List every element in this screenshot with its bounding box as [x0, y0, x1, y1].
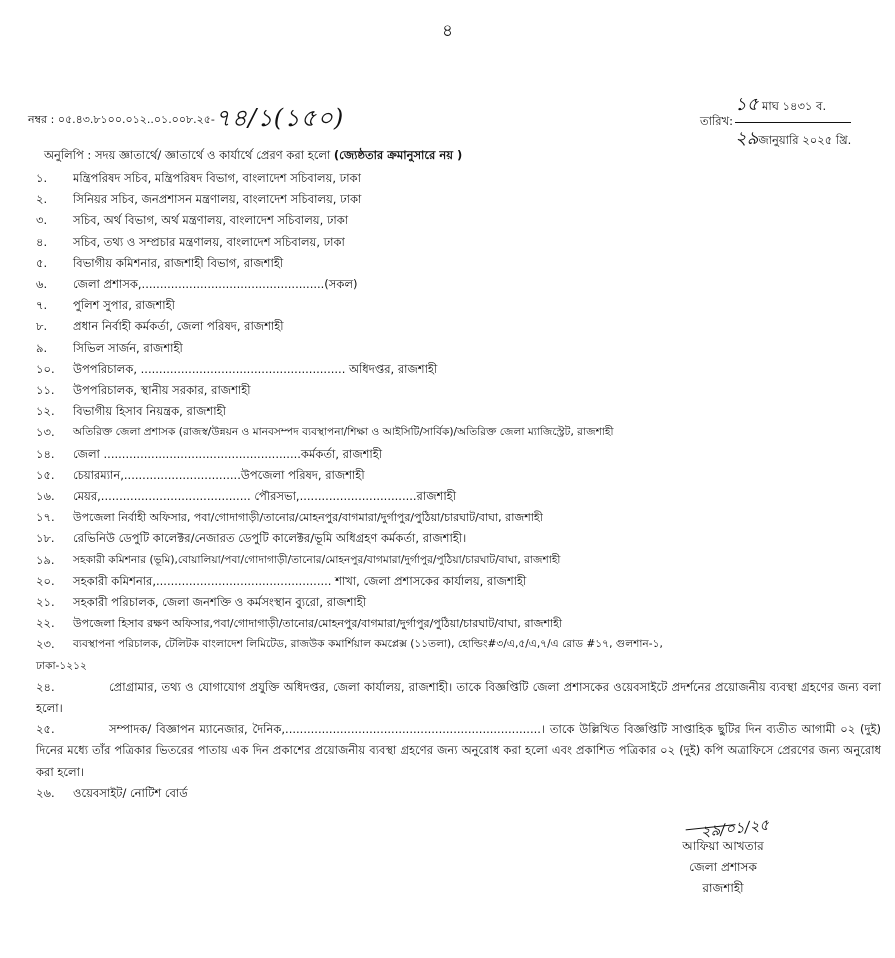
item-text-line: ব্যবস্থাপনা পরিচালক, টেলিটক বাংলাদেশ লিমিটেড, রাজউক কমার্শিয়াল কমপ্লেক্স (১১তলা), হোল্ডিং#৩/এ,৫/এ,৭/এ রোড #১৭, গুলশান-১, [73, 638, 663, 651]
item-text: প্রোগ্রামার, তথ্য ও যোগাযোগ প্রযুক্তি অধিদপ্তর, জেলা কার্যালয়, রাজশাহী। তাকে বিজ্ঞপ্তিটি জেলা প্রশাসকের ওয়েবসাইটে প্রদর্শনের প্রয়োজনীয় ব্যবস্থা গ্রহণের জন্য বলা হলো। [36, 679, 881, 716]
list-item [0, 783, 895, 804]
item-number: ২৫. [36, 722, 55, 737]
item-number: ২৪. [36, 679, 55, 694]
list-item [0, 592, 895, 613]
memo-number [28, 100, 344, 140]
item-text: মেয়র,......................................... পৌরসভা,................................রাজশাহী [73, 489, 456, 504]
item-number: ৬. [36, 277, 48, 292]
list-item [0, 295, 895, 316]
list-item [0, 210, 895, 231]
item-number: ৩. [36, 213, 48, 228]
english-date [735, 123, 851, 155]
recipient-list [0, 168, 895, 804]
item-text: জেলা প্রশাসক,..................................................(সকল) [73, 277, 358, 292]
item-text: সচিব, তথ্য ও সম্প্রচার মন্ত্রণালয়, বাংলাদেশ সচিবালয়, ঢাকা [73, 234, 345, 249]
item-number: ২০. [36, 573, 55, 588]
item-number: ৮. [36, 319, 48, 334]
signature-date: ২৯/০১/২৫ [699, 815, 770, 841]
item-number: ৪. [36, 234, 48, 249]
english-day: ২৯ [735, 128, 759, 149]
item-number: ২৬. [36, 785, 55, 800]
item-number: ১৩. [36, 425, 55, 440]
list-item [0, 232, 895, 253]
item-text: রেভিনিউ ডেপুটি কালেক্টর/নেজারত ডেপুটি কালেক্টর/ভূমি অধিগ্রহণ কর্মকর্তা, রাজশাহী। [73, 531, 467, 546]
list-item [0, 528, 895, 549]
item-text: জেলা ......................................................কর্মকর্তা, রাজশাহী [73, 446, 383, 461]
list-item [0, 338, 895, 359]
date-fraction [735, 90, 851, 155]
memo-printed-number: ০৫.৪৩.৮১০০.০১২..০১.০০৮.২৫- [57, 113, 215, 126]
item-number: ৭. [36, 298, 48, 313]
list-item [0, 465, 895, 486]
signatory-designation: জেলা প্রশাসক [689, 860, 757, 874]
date-block [700, 90, 851, 155]
list-item [0, 613, 895, 634]
list-item [0, 719, 895, 783]
item-text: সহকারী কমিশনার (ভূমি),বোয়ালিয়া/পবা/গোদাগাড়ী/তানোর/মোহনপুর/বাগমারা/দুর্গাপুর/পুঠিয়া/চারঘাট/বাঘা, রাজশাহী [73, 553, 561, 566]
signatory-location: রাজশাহী [702, 881, 744, 895]
item-text: প্রধান নির্বাহী কর্মকর্তা, জেলা পরিষদ, রাজশাহী [73, 319, 284, 334]
item-number: ১৪. [36, 446, 55, 461]
item-number: ১. [36, 171, 48, 185]
item-text: চেয়ারম্যান,................................উপজেলা পরিষদ, রাজশাহী [73, 467, 365, 482]
item-text: অতিরিক্ত জেলা প্রশাসক (রাজস্ব/উন্নয়ন ও মানবসম্পদ ব্যবস্থাপনা/শিক্ষা ও আইসিটি/সার্বিক)/অতিরিক্ত জেলা ম্যাজিস্ট্রেট, রাজশাহী [73, 426, 614, 439]
list-item [0, 571, 895, 592]
item-text: উপজেলা নির্বাহী অফিসার, পবা/গোদাগাড়ী/তানোর/মোহনপুর/বাগমারা/দুর্গাপুর/পুঠিয়া/চারঘাট/বাঘা, রাজশাহী [73, 511, 543, 525]
list-item [0, 253, 895, 274]
bangla-day: ১৫ [735, 94, 759, 115]
item-text: সম্পাদক/ বিজ্ঞাপন ম্যানেজার, দৈনিক,......................................................................। তাকে উল্লিখিত বিজ্ঞপ্তিটি সাপ্তাহিক ছুটির দিন ব্যতীত আগামী ০২ (দুই) দিনের মধ্যে তাঁর পত্রিকার ভিতরের পাতায় এক দিন প্রকাশের প্রয়োজনীয় ব্যবস্থা গ্রহণের জন্য অনুরোধ করা হলো এবং প্রকাশিত পত্রিকার ০২ (দুই) কপি অত্রাফিসে প্রেরণের জন্য অনুরোধ করা হলো। [36, 722, 881, 779]
item-number: ১৮. [36, 531, 55, 546]
signature-block [648, 836, 798, 899]
list-item [0, 677, 895, 719]
list-item [0, 401, 895, 422]
item-text: বিভাগীয় হিসাব নিয়ন্ত্রক, রাজশাহী [73, 404, 226, 419]
list-item [0, 507, 895, 528]
list-item [0, 444, 895, 465]
copy-intro [44, 147, 462, 166]
item-number: ১৬. [36, 489, 55, 504]
bangla-date [735, 90, 851, 123]
item-number: ১৯. [36, 552, 55, 567]
item-text: মন্ত্রিপরিষদ সচিব, মন্ত্রিপরিষদ বিভাগ, বাংলাদেশ সচিবালয়, ঢাকা [73, 171, 361, 185]
item-text: সহকারী কমিশনার,................................................ শাখা, জেলা প্রশাসকের কার্যালয়, রাজশাহী [73, 573, 527, 588]
item-number: ২৩. [36, 637, 55, 652]
item-text: পুলিশ সুপার, রাজশাহী [73, 298, 175, 313]
english-month-year: জানুয়ারি ২০২৫ খ্রি. [758, 133, 852, 147]
memo-label: নম্বর : [28, 113, 55, 126]
item-number: ১৫. [36, 467, 55, 482]
item-text: সিনিয়র সচিব, জনপ্রশাসন মন্ত্রণালয়, বাংলাদেশ সচিবালয়, ঢাকা [73, 192, 362, 207]
item-text: সিভিল সার্জন, রাজশাহী [73, 340, 183, 355]
item-number: ৫. [36, 255, 48, 270]
item-number: ১২. [36, 404, 55, 419]
list-item [0, 168, 895, 189]
page-number: ৪ [441, 21, 454, 41]
bangla-month-year: মাঘ ১৪৩১ ব. [762, 99, 827, 113]
item-text: উপপরিচালক, স্থানীয় সরকার, রাজশাহী [73, 383, 251, 398]
list-item [0, 274, 895, 295]
list-item [0, 189, 895, 210]
item-text: সচিব, অর্থ বিভাগ, অর্থ মন্ত্রণালয়, বাংলাদেশ সচিবালয়, ঢাকা [73, 213, 349, 228]
item-number: ১০. [36, 361, 55, 376]
date-label: তারিখ: [700, 114, 734, 128]
list-item [0, 316, 895, 337]
item-number: ১১. [36, 383, 55, 398]
list-item [0, 380, 895, 401]
item-text: উপপরিচালক, ........................................................ অধিদপ্তর, রাজশাহী [73, 361, 438, 376]
item-number: ২১. [36, 595, 55, 610]
item-text: উপজেলা হিসাব রক্ষণ অফিসার,পবা/গোদাগাড়ী/তানোর/মোহনপুর/বাগমারা/দুর্গাপুর/পুঠিয়া/চারঘাট/বাঘা, রাজশাহী [73, 617, 563, 631]
copy-intro-text: অনুলিপি : সদয় জ্ঞাতার্থে/ জ্ঞাতার্থে ও কার্যার্থে প্রেরণ করা হলো [44, 148, 331, 162]
item-text: বিভাগীয় কমিশনার, রাজশাহী বিভাগ, রাজশাহী [73, 255, 284, 270]
item-text: ওয়েবসাইট/ নোটিশ বোর্ড [73, 785, 188, 800]
copy-intro-note: (জ্যেষ্ঠতার ক্রমানুসারে নয় ) [333, 148, 463, 162]
item-number: ২. [36, 192, 48, 207]
list-item [0, 486, 895, 507]
signatory-name: আফিয়া আখতার [682, 839, 764, 853]
list-item [0, 550, 895, 571]
list-item [0, 422, 895, 443]
list-item [0, 359, 895, 380]
item-number: ১৭. [36, 510, 55, 525]
list-item [0, 634, 895, 676]
item-text-continuation: ঢাকা-১২১২ [36, 659, 87, 672]
item-text: সহকারী পরিচালক, জেলা জনশক্তি ও কর্মসংস্থান ব্যুরো, রাজশাহী [73, 595, 367, 610]
item-number: ৯. [36, 340, 48, 355]
memo-handwritten-number: ৭৪/১(১৫০) [214, 104, 345, 132]
item-number: ২২. [36, 616, 55, 631]
